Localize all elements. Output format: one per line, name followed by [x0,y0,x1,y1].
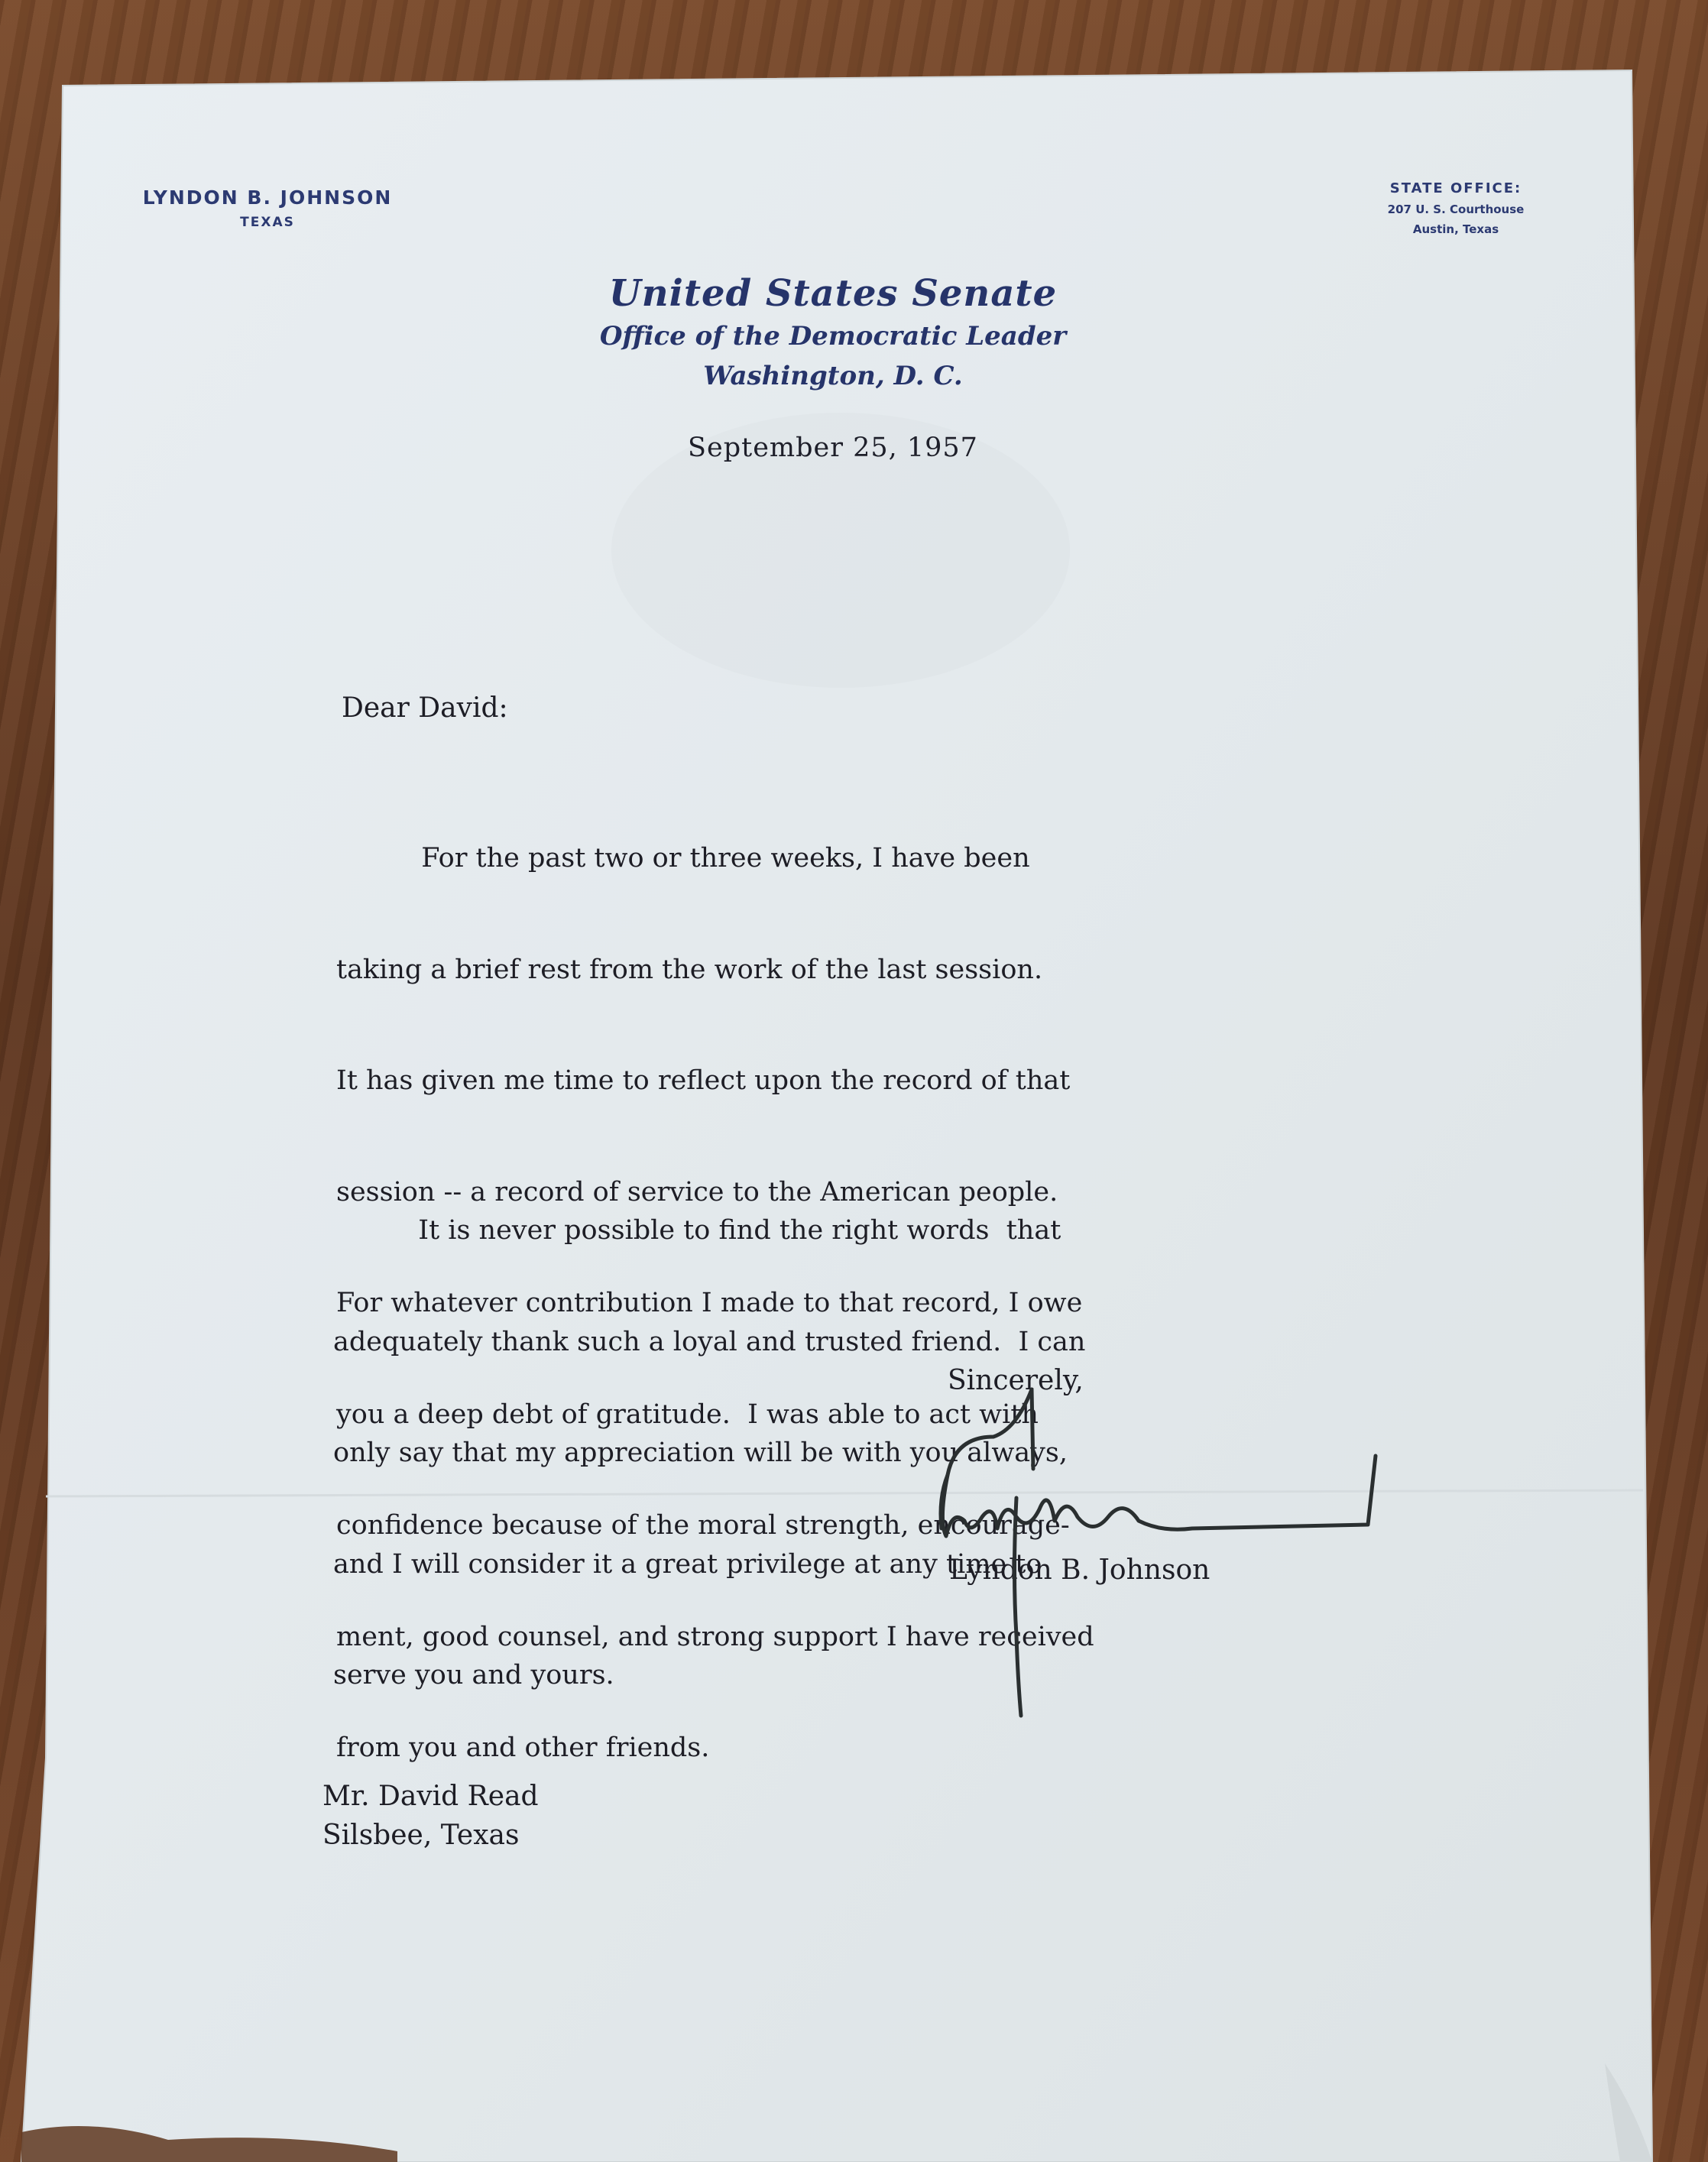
letter-date: September 25, 1957 [688,433,978,463]
masthead-location: Washington, D. C. [703,361,963,391]
state-office-address-line1: 207 U. S. Courthouse [1387,203,1525,216]
paragraph-1-line: For the past two or three weeks, I have been [336,843,1030,874]
paragraph-1-line: from you and other friends. [336,1733,710,1763]
sender-state: TEXAS [240,215,295,230]
paragraph-1-line: taking a brief rest from the work of the last session. [336,954,1043,985]
paragraph-2-line: serve you and yours. [333,1660,614,1690]
paragraph-1-line: ment, good counsel, and strong support I have received [336,1621,1094,1652]
paragraph-1-line: session -- a record of service to the American people. [336,1176,1058,1207]
recipient-address [322,1777,539,1855]
paragraph-1-line: confidence because of the moral strength, encourage- [336,1510,1070,1541]
state-office-address-line2: Austin, Texas [1412,222,1499,236]
paragraph-2-line: only say that my appreciation will be with you always, [333,1438,1068,1468]
recipient-name: Mr. David Read [322,1781,539,1812]
masthead-senate-title: United States Senate [608,272,1058,315]
closing: Sincerely, [948,1365,1084,1396]
paragraph-1-line: It has given me time to reflect upon the record of that [336,1065,1071,1096]
recipient-city: Silsbee, Texas [322,1820,520,1851]
signer-name: Lyndon B. Johnson [949,1554,1211,1586]
salutation: Dear David: [342,692,508,724]
paragraph-1-line: For whatever contribution I made to that record, I owe [336,1288,1083,1318]
paragraph-2-line: and I will consider it a great privilege at any time to [333,1548,1042,1580]
paragraph-2-line: adequately thank such a loyal and trusted friend. I can [333,1326,1086,1357]
paragraph-2-line: It is never possible to find the right words that [333,1215,1061,1246]
masthead-office-title: Office of the Democratic Leader [599,321,1067,352]
sender-name: LYNDON B. JOHNSON [142,186,393,209]
state-office-label: STATE OFFICE: [1389,180,1522,196]
paragraph-1-line: you a deep debt of gratitude. I was able to act with [336,1399,1039,1430]
